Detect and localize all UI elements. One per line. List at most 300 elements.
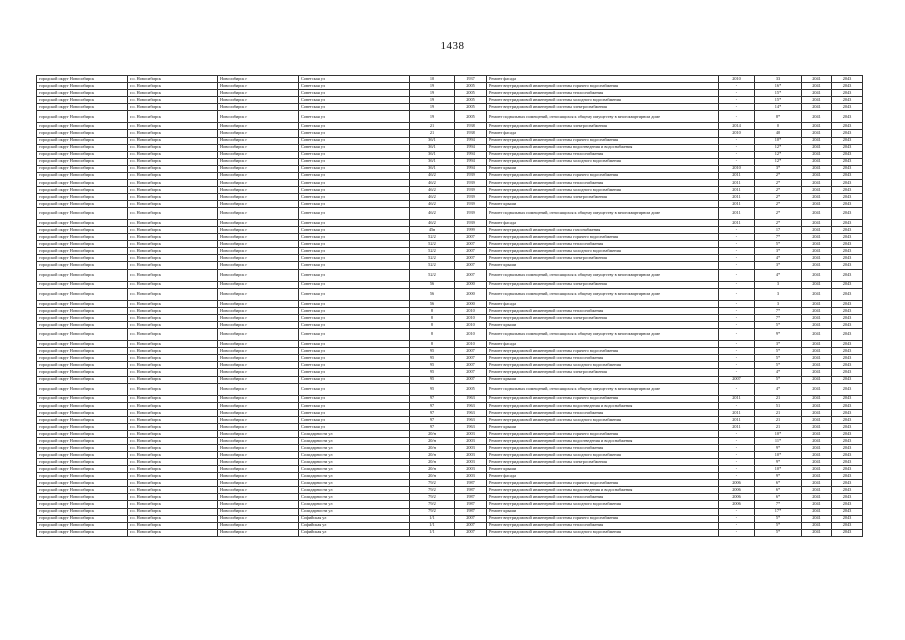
cell-wear-percent: 5*	[755, 348, 802, 355]
cell-build-year: 1963	[455, 416, 487, 423]
cell-plan-start: 2041	[802, 431, 832, 438]
cell-work-type: Ремонт внутридомовой инженерной системы теплоснабжения	[487, 409, 719, 416]
cell-plan-start: 2041	[802, 207, 832, 219]
cell-wear-percent: 16*	[755, 83, 802, 90]
cell-work-type: Ремонт подвальных помещений, относящихся к общему имуществу в многоквартирном доме	[487, 269, 719, 281]
cell-plan-start: 2041	[802, 473, 832, 480]
cell-work-type: Ремонт внутридомовой инженерной системы горячего водоснабжения	[487, 348, 719, 355]
cell-municipality: г.о. Новосибирск	[128, 515, 218, 522]
cell-plan-end: 2043	[832, 111, 863, 123]
cell-municipality: г.о. Новосибирск	[128, 227, 218, 234]
table-row	[37, 104, 863, 111]
cell-build-year: 1939	[455, 179, 487, 186]
cell-plan-start: 2041	[802, 172, 832, 179]
cell-plan-start: 2041	[802, 193, 832, 200]
cell-plan-end: 2043	[832, 179, 863, 186]
table-row	[37, 487, 863, 494]
cell-last-repair-year: -	[719, 137, 755, 144]
cell-plan-start: 2041	[802, 494, 832, 501]
table-row	[37, 97, 863, 104]
cell-build-year: 1939	[455, 172, 487, 179]
cell-plan-end: 2043	[832, 445, 863, 452]
cell-wear-percent: 14*	[755, 104, 802, 111]
cell-plan-start: 2041	[802, 529, 832, 536]
cell-last-repair-year: -	[719, 83, 755, 90]
cell-work-type: Ремонт внутридомовой инженерной системы холодного водоснабжения	[487, 158, 719, 165]
cell-street: Советская ул	[299, 241, 410, 248]
cell-work-type: Ремонт внутридомовой инженерной системы холодного водоснабжения	[487, 186, 719, 193]
cell-wear-percent: 3*	[755, 165, 802, 172]
cell-plan-end: 2043	[832, 395, 863, 402]
cell-last-repair-year: -	[719, 362, 755, 369]
cell-work-type: Ремонт внутридомовой инженерной системы теплоснабжения	[487, 241, 719, 248]
cell-wear-percent: 40	[755, 130, 802, 137]
cell-build-year: 2003	[455, 452, 487, 459]
cell-last-repair-year: -	[719, 402, 755, 409]
cell-plan-start: 2041	[802, 165, 832, 172]
table-row	[37, 307, 863, 314]
cell-plan-start: 2041	[802, 288, 832, 300]
cell-plan-start: 2041	[802, 151, 832, 158]
cell-district: городской округ Новосибирск	[37, 348, 128, 355]
cell-district: городской округ Новосибирск	[37, 445, 128, 452]
cell-district: городской округ Новосибирск	[37, 269, 128, 281]
cell-municipality: г.о. Новосибирск	[128, 529, 218, 536]
cell-build-year: 2005	[455, 83, 487, 90]
cell-build-year: 1963	[455, 402, 487, 409]
table-row	[37, 341, 863, 348]
cell-work-type: Ремонт фасада	[487, 300, 719, 307]
cell-build-year: 2003	[455, 445, 487, 452]
cell-wear-percent: 2*	[755, 207, 802, 219]
cell-last-repair-year: -	[719, 438, 755, 445]
cell-plan-end: 2043	[832, 76, 863, 83]
cell-plan-start: 2041	[802, 416, 832, 423]
cell-city: Новосибирск г	[218, 193, 299, 200]
cell-work-type: Ремонт подвальных помещений, относящихся к общему имуществу в многоквартирном доме	[487, 111, 719, 123]
cell-last-repair-year: -	[719, 262, 755, 269]
cell-last-repair-year: -	[719, 369, 755, 376]
table-row	[37, 376, 863, 383]
table-row	[37, 227, 863, 234]
cell-plan-end: 2043	[832, 369, 863, 376]
cell-last-repair-year: -	[719, 281, 755, 288]
cell-municipality: г.о. Новосибирск	[128, 501, 218, 508]
cell-last-repair-year: -	[719, 158, 755, 165]
cell-street: Советская ул	[299, 255, 410, 262]
cell-house-number: 52/2	[410, 248, 455, 255]
cell-house-number: 20/н	[410, 459, 455, 466]
table-row	[37, 83, 863, 90]
cell-house-number: 56	[410, 288, 455, 300]
cell-build-year: 1999	[455, 227, 487, 234]
table-row	[37, 90, 863, 97]
cell-street: Советская ул	[299, 111, 410, 123]
cell-build-year: 1939	[455, 193, 487, 200]
cell-work-type: Ремонт подвальных помещений, относящихся к общему имуществу в многоквартирном доме	[487, 329, 719, 341]
cell-municipality: г.о. Новосибирск	[128, 288, 218, 300]
cell-wear-percent: 4*	[755, 255, 802, 262]
table-row	[37, 431, 863, 438]
table-row	[37, 409, 863, 416]
cell-house-number: 19	[410, 83, 455, 90]
capital-repair-table	[36, 75, 863, 537]
cell-city: Новосибирск г	[218, 501, 299, 508]
cell-house-number: 52/2	[410, 262, 455, 269]
cell-build-year: 1987	[455, 501, 487, 508]
cell-wear-percent: 17*	[755, 508, 802, 515]
cell-work-type: Ремонт крыши	[487, 376, 719, 383]
cell-district: городской округ Новосибирск	[37, 307, 128, 314]
cell-city: Новосибирск г	[218, 445, 299, 452]
cell-plan-start: 2041	[802, 144, 832, 151]
table-row	[37, 438, 863, 445]
cell-build-year: 1939	[455, 186, 487, 193]
cell-district: городской округ Новосибирск	[37, 104, 128, 111]
cell-city: Новосибирск г	[218, 172, 299, 179]
cell-municipality: г.о. Новосибирск	[128, 383, 218, 395]
cell-city: Новосибирск г	[218, 383, 299, 395]
cell-work-type: Ремонт внутридомовой инженерной системы теплоснабжения	[487, 151, 719, 158]
cell-municipality: г.о. Новосибирск	[128, 522, 218, 529]
cell-city: Новосибирск г	[218, 515, 299, 522]
cell-municipality: г.о. Новосибирск	[128, 220, 218, 227]
cell-build-year: 2007	[455, 362, 487, 369]
cell-last-repair-year: 2014	[719, 123, 755, 130]
cell-district: городской округ Новосибирск	[37, 383, 128, 395]
cell-plan-start: 2041	[802, 90, 832, 97]
cell-work-type: Ремонт фасада	[487, 341, 719, 348]
cell-house-number: 46/2	[410, 179, 455, 186]
cell-plan-start: 2041	[802, 307, 832, 314]
cell-build-year: 2003	[455, 431, 487, 438]
cell-work-type: Ремонт внутридомовой инженерной системы водоотведения и водоснабжения	[487, 438, 719, 445]
cell-build-year: 1939	[455, 220, 487, 227]
cell-city: Новосибирск г	[218, 220, 299, 227]
cell-municipality: г.о. Новосибирск	[128, 269, 218, 281]
cell-plan-end: 2043	[832, 416, 863, 423]
cell-wear-percent: 6*	[755, 487, 802, 494]
cell-district: городской округ Новосибирск	[37, 409, 128, 416]
cell-district: городской округ Новосибирск	[37, 423, 128, 430]
cell-house-number: 1/1	[410, 529, 455, 536]
cell-plan-start: 2041	[802, 111, 832, 123]
cell-plan-end: 2043	[832, 83, 863, 90]
works-table-container	[36, 75, 862, 537]
cell-work-type: Ремонт крыши	[487, 200, 719, 207]
cell-last-repair-year: -	[719, 241, 755, 248]
cell-plan-start: 2041	[802, 179, 832, 186]
cell-last-repair-year: 2011	[719, 179, 755, 186]
cell-last-repair-year: -	[719, 348, 755, 355]
cell-work-type: Ремонт внутридомовой инженерной системы горячего водоснабжения	[487, 515, 719, 522]
cell-district: городской округ Новосибирск	[37, 151, 128, 158]
cell-city: Новосибирск г	[218, 459, 299, 466]
cell-plan-end: 2043	[832, 452, 863, 459]
cell-build-year: 2007	[455, 269, 487, 281]
cell-plan-start: 2041	[802, 241, 832, 248]
cell-build-year: 2003	[455, 438, 487, 445]
cell-street: Солидарности ул	[299, 438, 410, 445]
table-row	[37, 480, 863, 487]
cell-wear-percent: 33	[755, 76, 802, 83]
cell-city: Новосибирск г	[218, 104, 299, 111]
cell-street: Советская ул	[299, 151, 410, 158]
cell-wear-percent: 7*	[755, 501, 802, 508]
cell-plan-end: 2043	[832, 383, 863, 395]
cell-last-repair-year: -	[719, 522, 755, 529]
cell-build-year: 2005	[455, 104, 487, 111]
table-row	[37, 186, 863, 193]
cell-build-year: 1987	[455, 487, 487, 494]
cell-wear-percent: 6*	[755, 494, 802, 501]
cell-last-repair-year: -	[719, 288, 755, 300]
cell-house-number: 21	[410, 123, 455, 130]
cell-district: городской округ Новосибирск	[37, 466, 128, 473]
cell-district: городской округ Новосибирск	[37, 300, 128, 307]
cell-house-number: 1/1	[410, 515, 455, 522]
cell-house-number: 46/2	[410, 207, 455, 219]
cell-plan-end: 2043	[832, 341, 863, 348]
cell-wear-percent: 3*	[755, 262, 802, 269]
cell-municipality: г.о. Новосибирск	[128, 431, 218, 438]
cell-city: Новосибирск г	[218, 97, 299, 104]
cell-house-number: 95	[410, 362, 455, 369]
cell-district: городской округ Новосибирск	[37, 200, 128, 207]
cell-district: городской округ Новосибирск	[37, 322, 128, 329]
cell-house-number: 52/2	[410, 255, 455, 262]
cell-last-repair-year: -	[719, 383, 755, 395]
cell-plan-end: 2043	[832, 329, 863, 341]
cell-last-repair-year: 2011	[719, 409, 755, 416]
cell-last-repair-year: -	[719, 452, 755, 459]
cell-work-type: Ремонт внутридомовой инженерной системы горячего водоснабжения	[487, 480, 719, 487]
cell-district: городской округ Новосибирск	[37, 248, 128, 255]
table-row	[37, 452, 863, 459]
cell-last-repair-year: 2010	[719, 76, 755, 83]
cell-work-type: Ремонт внутридомовой инженерной системы горячего водоснабжения	[487, 395, 719, 402]
cell-wear-percent: 5*	[755, 522, 802, 529]
cell-street: Софийская ул	[299, 529, 410, 536]
cell-house-number: 97	[410, 395, 455, 402]
cell-build-year: 1994	[455, 144, 487, 151]
cell-plan-start: 2041	[802, 522, 832, 529]
cell-plan-start: 2041	[802, 186, 832, 193]
cell-work-type: Ремонт внутридомовой инженерной системы теплоснабжения	[487, 90, 719, 97]
cell-municipality: г.о. Новосибирск	[128, 144, 218, 151]
cell-city: Новосибирск г	[218, 288, 299, 300]
cell-last-repair-year: -	[719, 227, 755, 234]
cell-street: Советская ул	[299, 395, 410, 402]
page-number: 1438	[440, 40, 465, 52]
cell-wear-percent: 10*	[755, 466, 802, 473]
cell-city: Новосибирск г	[218, 473, 299, 480]
cell-wear-percent: 9*	[755, 445, 802, 452]
cell-street: Советская ул	[299, 165, 410, 172]
cell-house-number: 46/2	[410, 200, 455, 207]
cell-house-number: 79/2	[410, 494, 455, 501]
cell-plan-end: 2043	[832, 269, 863, 281]
table-row	[37, 193, 863, 200]
cell-house-number: 46/2	[410, 186, 455, 193]
cell-last-repair-year: -	[719, 322, 755, 329]
cell-municipality: г.о. Новосибирск	[128, 172, 218, 179]
cell-last-repair-year: -	[719, 341, 755, 348]
cell-build-year: 1987	[455, 480, 487, 487]
cell-house-number: 1/1	[410, 522, 455, 529]
table-row	[37, 362, 863, 369]
table-row	[37, 220, 863, 227]
cell-street: Солидарности ул	[299, 445, 410, 452]
cell-district: городской округ Новосибирск	[37, 255, 128, 262]
cell-plan-start: 2041	[802, 501, 832, 508]
table-row	[37, 522, 863, 529]
table-row	[37, 207, 863, 219]
cell-build-year: 2010	[455, 329, 487, 341]
table-row	[37, 111, 863, 123]
cell-work-type: Ремонт крыши	[487, 165, 719, 172]
cell-municipality: г.о. Новосибирск	[128, 416, 218, 423]
table-row	[37, 315, 863, 322]
cell-district: городской округ Новосибирск	[37, 172, 128, 179]
cell-municipality: г.о. Новосибирск	[128, 423, 218, 430]
cell-city: Новосибирск г	[218, 262, 299, 269]
cell-municipality: г.о. Новосибирск	[128, 445, 218, 452]
cell-last-repair-year: 2006	[719, 501, 755, 508]
cell-wear-percent: 5*	[755, 355, 802, 362]
cell-plan-start: 2041	[802, 248, 832, 255]
cell-plan-end: 2043	[832, 123, 863, 130]
table-row	[37, 288, 863, 300]
cell-plan-end: 2043	[832, 158, 863, 165]
cell-plan-start: 2041	[802, 137, 832, 144]
cell-house-number: 19	[410, 111, 455, 123]
cell-municipality: г.о. Новосибирск	[128, 186, 218, 193]
cell-city: Новосибирск г	[218, 200, 299, 207]
cell-plan-start: 2041	[802, 255, 832, 262]
cell-street: Советская ул	[299, 262, 410, 269]
cell-district: городской округ Новосибирск	[37, 220, 128, 227]
cell-build-year: 2003	[455, 459, 487, 466]
cell-municipality: г.о. Новосибирск	[128, 409, 218, 416]
cell-house-number: 52/2	[410, 241, 455, 248]
cell-build-year: 2007	[455, 515, 487, 522]
cell-house-number: 10	[410, 76, 455, 83]
cell-municipality: г.о. Новосибирск	[128, 376, 218, 383]
cell-plan-end: 2043	[832, 104, 863, 111]
cell-district: городской округ Новосибирск	[37, 329, 128, 341]
cell-last-repair-year: -	[719, 329, 755, 341]
cell-plan-start: 2041	[802, 97, 832, 104]
cell-house-number: 95	[410, 355, 455, 362]
cell-municipality: г.о. Новосибирск	[128, 111, 218, 123]
cell-district: городской округ Новосибирск	[37, 376, 128, 383]
cell-municipality: г.о. Новосибирск	[128, 262, 218, 269]
cell-plan-end: 2043	[832, 151, 863, 158]
cell-plan-start: 2041	[802, 376, 832, 383]
table-row	[37, 423, 863, 430]
cell-city: Новосибирск г	[218, 315, 299, 322]
cell-district: городской округ Новосибирск	[37, 480, 128, 487]
table-row	[37, 300, 863, 307]
cell-plan-start: 2041	[802, 83, 832, 90]
cell-district: городской округ Новосибирск	[37, 123, 128, 130]
cell-street: Советская ул	[299, 355, 410, 362]
cell-house-number: 8	[410, 329, 455, 341]
cell-city: Новосибирск г	[218, 186, 299, 193]
cell-build-year: 1994	[455, 137, 487, 144]
table-row	[37, 281, 863, 288]
cell-build-year: 2000	[455, 281, 487, 288]
cell-plan-end: 2043	[832, 480, 863, 487]
cell-plan-end: 2043	[832, 172, 863, 179]
table-row	[37, 172, 863, 179]
cell-street: Софийская ул	[299, 515, 410, 522]
cell-city: Новосибирск г	[218, 348, 299, 355]
cell-wear-percent: 17	[755, 227, 802, 234]
cell-house-number: 79/2	[410, 508, 455, 515]
cell-build-year: 1939	[455, 200, 487, 207]
cell-build-year: 2005	[455, 383, 487, 395]
cell-work-type: Ремонт фасада	[487, 76, 719, 83]
cell-city: Новосибирск г	[218, 111, 299, 123]
cell-street: Солидарности ул	[299, 431, 410, 438]
cell-plan-end: 2043	[832, 227, 863, 234]
cell-house-number: 79/2	[410, 487, 455, 494]
cell-municipality: г.о. Новосибирск	[128, 487, 218, 494]
cell-municipality: г.о. Новосибирск	[128, 402, 218, 409]
cell-last-repair-year: -	[719, 144, 755, 151]
cell-last-repair-year: -	[719, 111, 755, 123]
cell-wear-percent: 5*	[755, 515, 802, 522]
cell-city: Новосибирск г	[218, 341, 299, 348]
cell-plan-start: 2041	[802, 315, 832, 322]
cell-work-type: Ремонт внутридомовой инженерной системы холодного водоснабжения	[487, 452, 719, 459]
cell-work-type: Ремонт внутридомовой инженерной системы горячего водоснабжения	[487, 137, 719, 144]
cell-municipality: г.о. Новосибирск	[128, 255, 218, 262]
cell-municipality: г.о. Новосибирск	[128, 480, 218, 487]
cell-build-year: 2007	[455, 255, 487, 262]
cell-city: Новосибирск г	[218, 165, 299, 172]
cell-house-number: 97	[410, 423, 455, 430]
cell-last-repair-year: 2011	[719, 220, 755, 227]
cell-street: Советская ул	[299, 288, 410, 300]
cell-build-year: 2005	[455, 90, 487, 97]
cell-plan-end: 2043	[832, 281, 863, 288]
cell-wear-percent: 10*	[755, 137, 802, 144]
cell-house-number: 8	[410, 307, 455, 314]
cell-municipality: г.о. Новосибирск	[128, 341, 218, 348]
table-row	[37, 234, 863, 241]
cell-last-repair-year: -	[719, 466, 755, 473]
cell-street: Советская ул	[299, 322, 410, 329]
cell-district: городской округ Новосибирск	[37, 227, 128, 234]
cell-city: Новосибирск г	[218, 123, 299, 130]
cell-street: Советская ул	[299, 362, 410, 369]
cell-municipality: г.о. Новосибирск	[128, 362, 218, 369]
cell-plan-end: 2043	[832, 255, 863, 262]
cell-city: Новосибирск г	[218, 130, 299, 137]
cell-plan-end: 2043	[832, 459, 863, 466]
cell-district: городской округ Новосибирск	[37, 90, 128, 97]
cell-last-repair-year: -	[719, 300, 755, 307]
cell-district: городской округ Новосибирск	[37, 315, 128, 322]
cell-house-number: 20/н	[410, 473, 455, 480]
cell-house-number: 36/1	[410, 151, 455, 158]
cell-district: городской округ Новосибирск	[37, 193, 128, 200]
cell-district: городской округ Новосибирск	[37, 459, 128, 466]
cell-street: Советская ул	[299, 207, 410, 219]
